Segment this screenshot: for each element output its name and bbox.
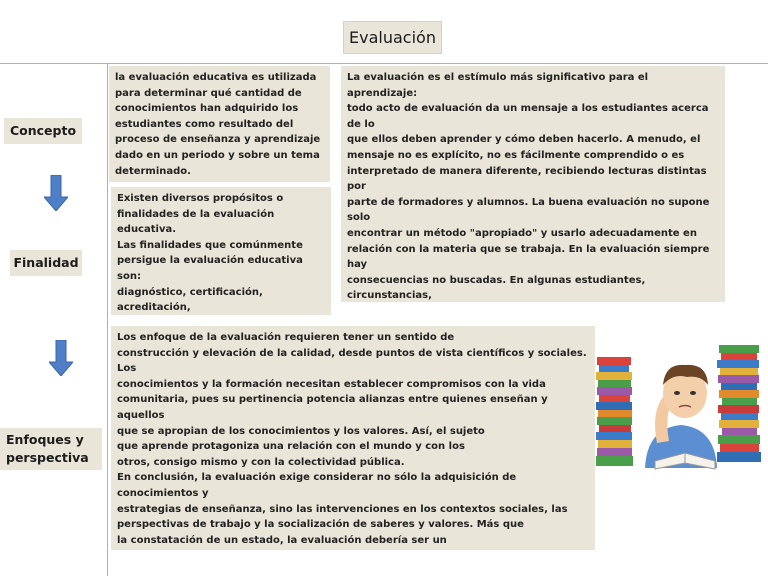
down-arrow-icon bbox=[49, 340, 73, 376]
page-title: Evaluación bbox=[343, 21, 442, 54]
down-arrow-icon bbox=[44, 175, 68, 211]
label-enfoques: Enfoques y perspectiva bbox=[0, 428, 102, 470]
concepto-box: la evaluación educativa es utilizada para determinar qué cantidad de conocimientos han adquirido los estudiantes como resultado del proceso de enseñanza y aprendizaje dado en un periodo y sobre un tema determinado. bbox=[109, 66, 330, 182]
estimulo-box: La evaluación es el estímulo más significativo para el aprendizaje: todo acto de evaluación da un mensaje a los estudiantes acerca de lo que ellos deben aprender y cómo deben hacerlo. A menudo, el mensaje no es explícito, no es fácilmente comprendido o es interpretado de manera diferente, recibiendo lecturas distintas por parte de formadores y alumnos. La buena evaluación no supone solo encontrar un método "apropiado" y usarlo adecuadamente en relación con la materia que se trabaja. En la evaluación siempre hay consecuencias no buscadas. En algunas estudiantes, circunstancias, bbox=[341, 66, 725, 302]
student-with-books-illustration bbox=[595, 333, 767, 473]
finalidad-box: Existen diversos propósitos o finalidades de la evaluación educativa. Las finalidades que comúnmente persigue la evaluación educativa son: diagnóstico, certificación, acreditación, bbox=[111, 187, 331, 315]
label-finalidad-text: Finalidad bbox=[13, 255, 79, 270]
label-concepto bbox=[4, 118, 82, 144]
enfoques-box: Los enfoque de la evaluación requieren tener un sentido de construcción y elevación de la calidad, desde puntos de vista científicos y sociales. Los conocimientos y la formación necesitan establecer compromisos con la vida comunitaria, pues su pertinencia potencia alianzas entre quienes enseñan y aquellos que se apropian de los conocimientos y los valores. Así, el sujeto que aprende protagoniza una relación con el mundo y con los otros, consigo mismo y con la colectividad pública. En conclusión, la evaluación exige considerar no sólo la adquisición de conocimientos y estrategias de enseñanza, sino las intervenciones en los contextos sociales, las perspectivas de trabajo y la socialización de saberes y valores. Más que la constatación de un estado, la evaluación debería ser un bbox=[111, 326, 595, 550]
left-book-stack bbox=[596, 357, 633, 466]
label-finalidad bbox=[10, 250, 82, 276]
right-book-stack bbox=[717, 345, 761, 462]
horizontal-divider bbox=[0, 63, 768, 64]
label-concepto-text: Concepto bbox=[9, 123, 77, 138]
vertical-divider bbox=[107, 64, 108, 576]
